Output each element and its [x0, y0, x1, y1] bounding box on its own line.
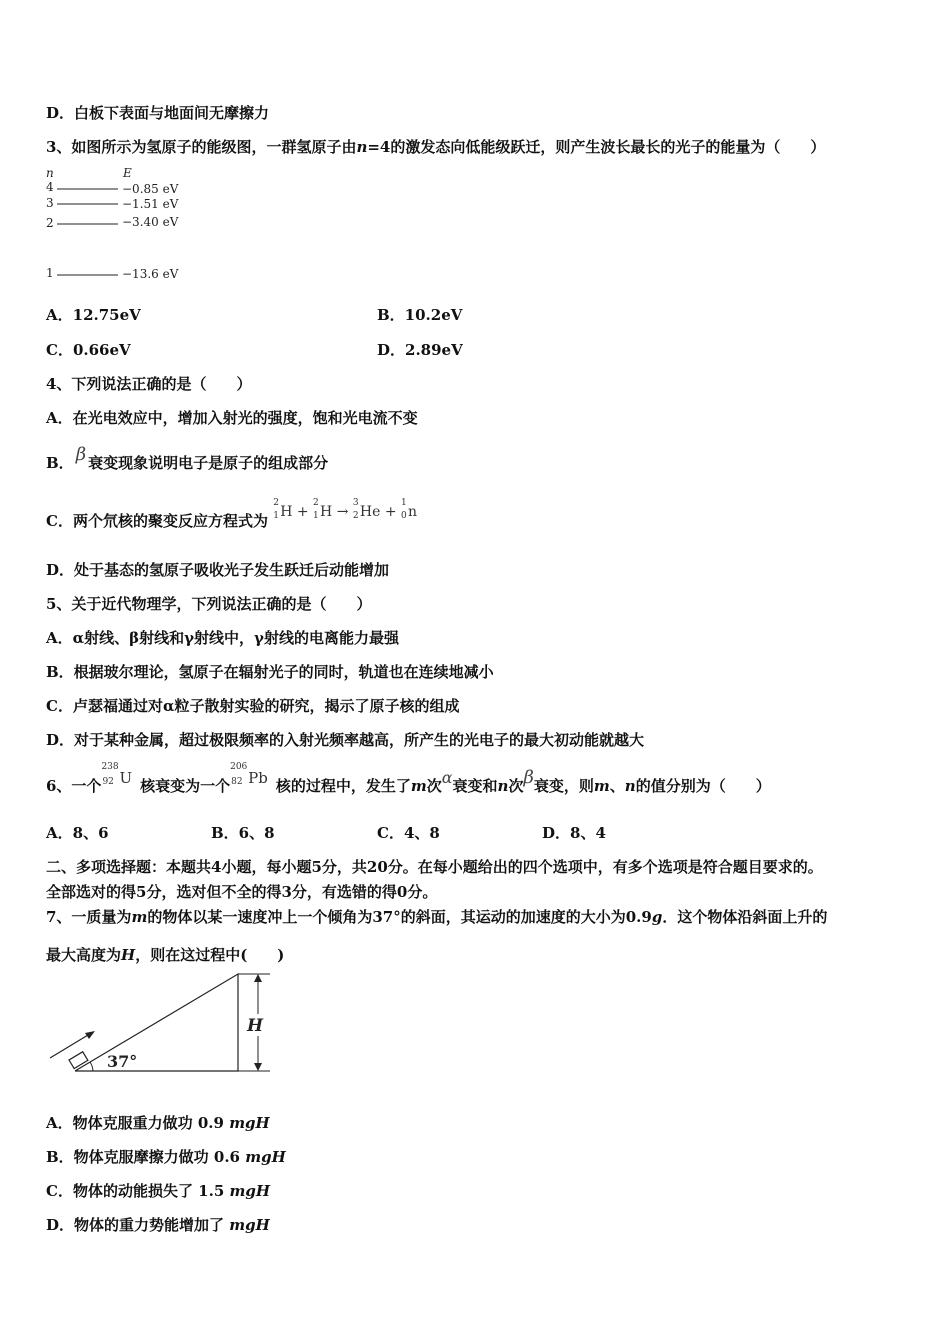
- height-label: H: [247, 1016, 264, 1036]
- q3-stem-var: n: [356, 138, 368, 156]
- q7-stem-line1: 7、一质量为m的物体以某一速度冲上一个倾角为37°的斜面，其运动的加速度的大小为0.9g．这个物体沿斜面上升的: [46, 908, 828, 926]
- q5-option-d[interactable]: D．对于某种金属，超过极限频率的入射光频率越高，所产生的光电子的最大初动能就越大: [46, 731, 645, 749]
- q6-option-d[interactable]: D．8、4: [542, 824, 606, 842]
- level-2-n: 2: [46, 216, 54, 230]
- nuclide-h2-a: 2 1 H: [273, 498, 293, 521]
- incline-diagram: [45, 970, 275, 1078]
- section2-heading-line2: 全部选对的得5分，选对但不全的得3分，有选错的得0分。: [46, 883, 438, 901]
- level-3-n: 3: [46, 196, 54, 210]
- level-3-energy: −1.51 eV: [122, 197, 179, 211]
- diagram-e-label: E: [123, 166, 132, 180]
- level-1-n: 1: [46, 266, 54, 280]
- q6-s1: 6、一个: [46, 777, 102, 795]
- q3-option-c[interactable]: C．0.66eV: [46, 341, 131, 359]
- fusion-equation: 2 1 H + 2 1 H → 3 2 He + 1 0 n: [273, 498, 418, 521]
- q7-option-c[interactable]: C．物体的动能损失了 1.5 mgH: [46, 1182, 271, 1200]
- q6-s3: 核的过程中，发生了: [275, 777, 411, 795]
- beta-symbol: β: [75, 444, 87, 465]
- q6-option-a[interactable]: A．8、6: [46, 824, 109, 842]
- q4-option-c[interactable]: [46, 498, 418, 531]
- nuclide-neutron: 1 0 n: [401, 498, 418, 521]
- nuclide-he3: 3 2 He: [352, 498, 381, 521]
- nuclide-h2-b: 2 1 H: [313, 498, 333, 521]
- level-2-energy: −3.40 eV: [122, 215, 179, 229]
- level-4-n: 4: [46, 180, 54, 194]
- q6-option-b[interactable]: B．6、8: [211, 824, 275, 842]
- q7-option-d[interactable]: D．物体的重力势能增加了 mgH: [46, 1216, 270, 1234]
- nuclide-pb206: 206 82 Pb: [230, 762, 268, 787]
- beta-symbol-q6: β: [523, 767, 534, 788]
- q4-option-b-label: B．: [46, 454, 74, 472]
- q6-s2: 核衰变为一个: [140, 777, 231, 795]
- q4-option-d[interactable]: D．处于基态的氢原子吸收光子发生跃迁后动能增加: [46, 561, 390, 579]
- q6-stem: 6、一个 238 92 U 核衰变为一个 206 82 Pb 核的过程中，发生了m次α衰变和n次β衰变，则m、n的值分别为（ ）: [46, 762, 771, 795]
- q3-stem: [46, 136, 825, 157]
- q4-option-c-text: C．两个氘核的聚变反应方程式为: [46, 512, 268, 530]
- q7-stem-line2: 最大高度为H，则在这过程中( ): [46, 946, 285, 964]
- q5-option-a[interactable]: A．α射线、β射线和γ射线中，γ射线的电离能力最强: [46, 629, 399, 647]
- nuclide-u238: 238 92 U: [101, 762, 133, 787]
- q3-stem-a: 3、如图所示为氢原子的能级图，一群氢原子由: [46, 138, 357, 156]
- velocity-arrow: [50, 1032, 93, 1058]
- q7-option-b[interactable]: B．物体克服摩擦力做功 0.6 mgH: [46, 1148, 286, 1166]
- diagram-n-label: n: [46, 166, 54, 180]
- block: [69, 1052, 88, 1069]
- energy-level-diagram: [40, 165, 210, 285]
- q5-option-b[interactable]: B．根据玻尔理论，氢原子在辐射光子的同时，轨道也在连续地减小: [46, 663, 494, 681]
- q3-option-b[interactable]: B．10.2eV: [377, 306, 463, 324]
- level-1-energy: −13.6 eV: [122, 267, 179, 281]
- level-3: [46, 196, 179, 211]
- q2-option-d: D．白板下表面与地面间无摩擦力: [46, 104, 270, 122]
- arrow-head: [85, 1031, 95, 1039]
- height-arrow-top: [254, 974, 262, 982]
- q4-option-b-text: 衰变现象说明电子是原子的组成部分: [88, 454, 329, 472]
- incline-triangle: [75, 974, 238, 1071]
- q7-option-a[interactable]: A．物体克服重力做功 0.9 mgH: [46, 1114, 270, 1132]
- level-1: [46, 266, 179, 281]
- alpha-symbol: α: [441, 768, 453, 787]
- angle-label: 37°: [107, 1052, 138, 1071]
- q3-stem-b: =4的激发态向低能级跃迁，则产生波长最长的光子的能量为（ ）: [367, 138, 826, 156]
- q4-option-a[interactable]: A．在光电效应中，增加入射光的强度，饱和光电流不变: [46, 409, 418, 427]
- q5-stem: 5、关于近代物理学，下列说法正确的是（ ）: [46, 595, 372, 613]
- level-2: [46, 215, 179, 230]
- angle-arc: [90, 1062, 93, 1071]
- q4-option-b[interactable]: [46, 444, 329, 473]
- q4-stem: 4、下列说法正确的是（ ）: [46, 375, 252, 393]
- q3-option-d[interactable]: D．2.89eV: [377, 341, 463, 359]
- q5-option-c[interactable]: C．卢瑟福通过对α粒子散射实验的研究，揭示了原子核的组成: [46, 697, 460, 715]
- q3-option-a[interactable]: A．12.75eV: [46, 306, 141, 324]
- q6-option-c[interactable]: C．4、8: [377, 824, 440, 842]
- level-4: [46, 180, 179, 196]
- height-arrow-bottom: [254, 1063, 262, 1071]
- level-4-energy: −0.85 eV: [122, 182, 179, 196]
- section2-heading-line1: 二、多项选择题：本题共4小题，每小题5分，共20分。在每小题给出的四个选项中，有多个选项是符合题目要求的。: [46, 858, 823, 876]
